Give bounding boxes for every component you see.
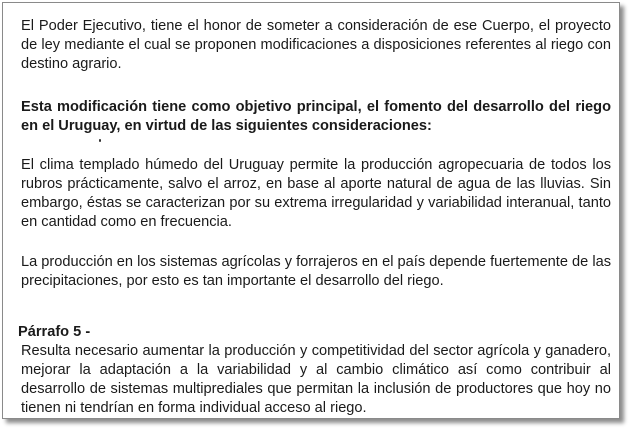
paragraph-objective: Esta modificación tiene como objetivo principal, el fomento del desarrollo del riego en el Uruguay, en virtud de las siguientes consideraciones: (21, 99, 611, 134)
paragraph-climate: El clima templado húmedo del Uruguay permite la producción agropecuaria de todos los rubros prácticamente, salvo el arroz, en base al aporte natural de agua de las lluvias. Sin embargo, éstas se caracterizan por su extrema irregularidad y variabilidad interanual, tanto en cantidad como en frecuencia. (21, 157, 611, 230)
paragraph-5-heading: Párrafo 5 - (18, 324, 91, 340)
paragraph-production: La producción en los sistemas agrícolas y forrajeros en el país depende fuertemente de las precipitaciones, por esto es tan importante el desarrollo del riego. (21, 254, 611, 289)
scan-speck (99, 139, 101, 142)
paragraph-intro: El Poder Ejecutivo, tiene el honor de someter a consideración de ese Cuerpo, el proyecto de ley mediante el cual se proponen modificaciones a disposiciones referentes al riego con destino agrario. (21, 18, 611, 72)
document-frame (2, 2, 620, 419)
paragraph-5-body: Resulta necesario aumentar la producción y competitividad del sector agrícola y ganadero, mejorar la adaptación a la variabilidad y al cambio climático así como contribuir al desarrollo de sistemas multiprediales que permitan la inclusión de productores que hoy no tienen ni tendrían en forma individual acceso al riego. (21, 343, 611, 416)
